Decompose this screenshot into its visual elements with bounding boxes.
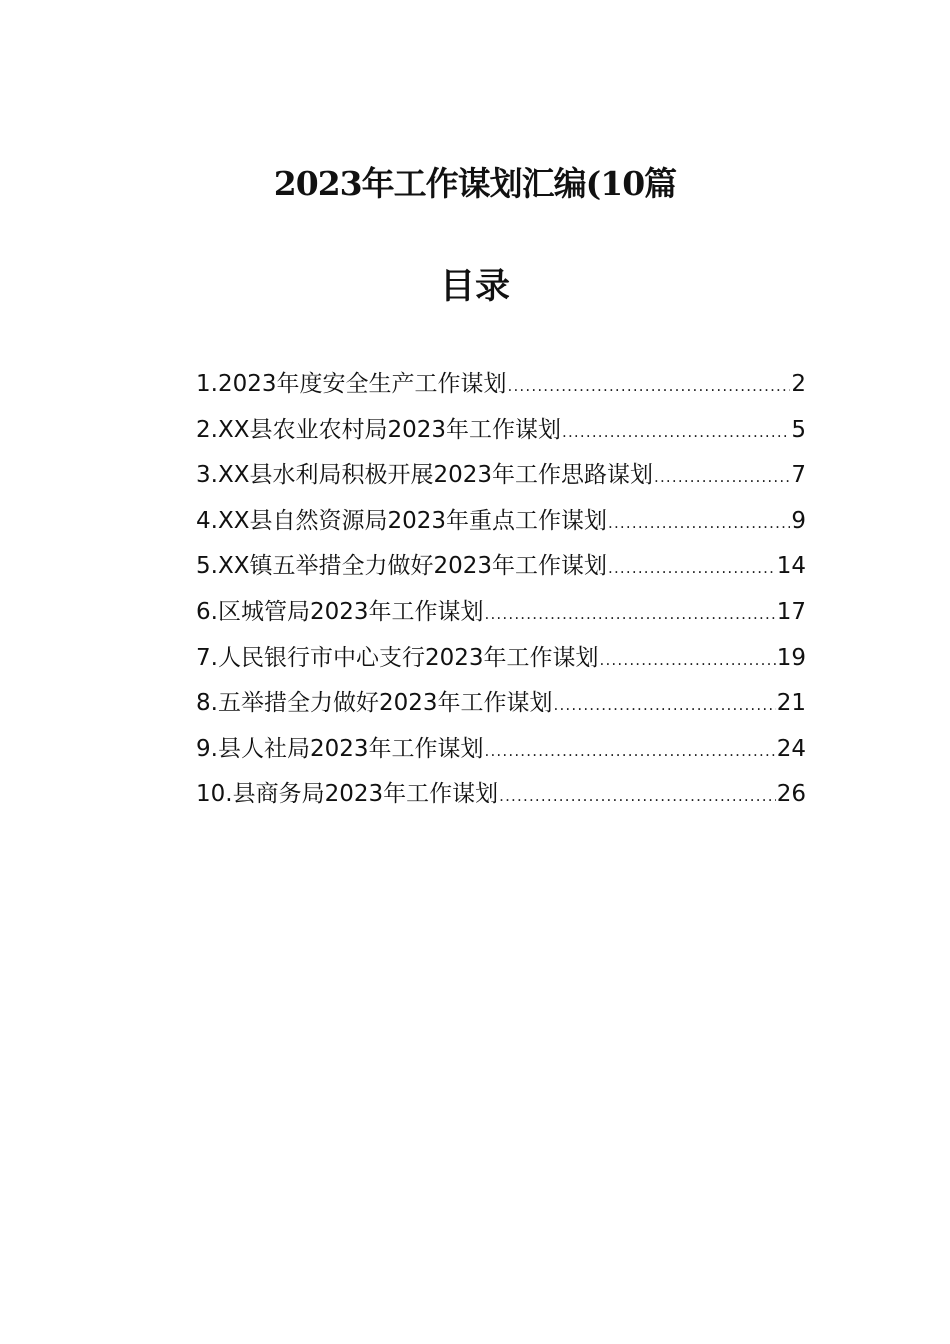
- toc-entry-label: 2.XX县农业农村局2023年工作谋划: [196, 416, 561, 443]
- toc-entry-3[interactable]: [196, 453, 806, 499]
- toc-entry-label: 1.2023年度安全生产工作谋划: [196, 371, 507, 397]
- toc-entry-1[interactable]: [196, 362, 806, 408]
- toc-entry-page: 7: [791, 462, 806, 489]
- toc-entry-label: 5.XX镇五举措全力做好2023年工作谋划: [196, 553, 607, 580]
- toc-entry-2[interactable]: [196, 408, 806, 454]
- toc-entry-7[interactable]: [196, 636, 806, 682]
- toc-entry-page: 5: [791, 416, 806, 443]
- toc-dot-leader: [562, 410, 790, 456]
- toc-entry-page: 26: [776, 781, 806, 808]
- toc-entry-8[interactable]: [196, 681, 806, 727]
- toc-entry-label: 7.人民银行市中心支行2023年工作谋划: [196, 644, 599, 671]
- toc-dot-leader: [484, 592, 775, 638]
- toc-entry-page: 21: [776, 690, 806, 717]
- toc-entry-label: 8.五举措全力做好2023年工作谋划: [196, 690, 553, 717]
- toc-entry-page: 14: [776, 553, 806, 580]
- table-of-contents: [196, 362, 806, 818]
- toc-entry-page: 9: [791, 507, 806, 534]
- toc-entry-label: 3.XX县水利局积极开展2023年工作思路谋划: [196, 462, 653, 489]
- toc-entry-5[interactable]: [196, 544, 806, 590]
- toc-dot-leader: [654, 455, 790, 501]
- toc-entry-label: 4.XX县自然资源局2023年重点工作谋划: [196, 507, 607, 534]
- toc-entry-label: 9.县人社局2023年工作谋划: [196, 735, 484, 762]
- toc-dot-leader: [608, 546, 776, 592]
- toc-entry-page: 2: [791, 371, 806, 397]
- toc-entry-4[interactable]: [196, 499, 806, 545]
- toc-entry-page: 24: [776, 735, 806, 762]
- toc-dot-leader: [507, 364, 790, 410]
- toc-dot-leader: [499, 774, 776, 820]
- toc-entry-page: 19: [776, 644, 806, 671]
- toc-entry-page: 17: [776, 598, 806, 625]
- toc-dot-leader: [553, 683, 775, 729]
- toc-entry-label: 6.区城管局2023年工作谋划: [196, 598, 484, 625]
- toc-entry-label: 10.县商务局2023年工作谋划: [196, 781, 499, 808]
- toc-entry-6[interactable]: [196, 590, 806, 636]
- toc-dot-leader: [608, 501, 790, 547]
- document-title: 2023年工作谋划汇编(10篇: [273, 164, 677, 203]
- toc-heading: 目录: [439, 266, 510, 307]
- toc-dot-leader: [599, 638, 775, 684]
- toc-dot-leader: [484, 729, 775, 775]
- toc-entry-9[interactable]: [196, 727, 806, 773]
- toc-entry-10[interactable]: [196, 772, 806, 818]
